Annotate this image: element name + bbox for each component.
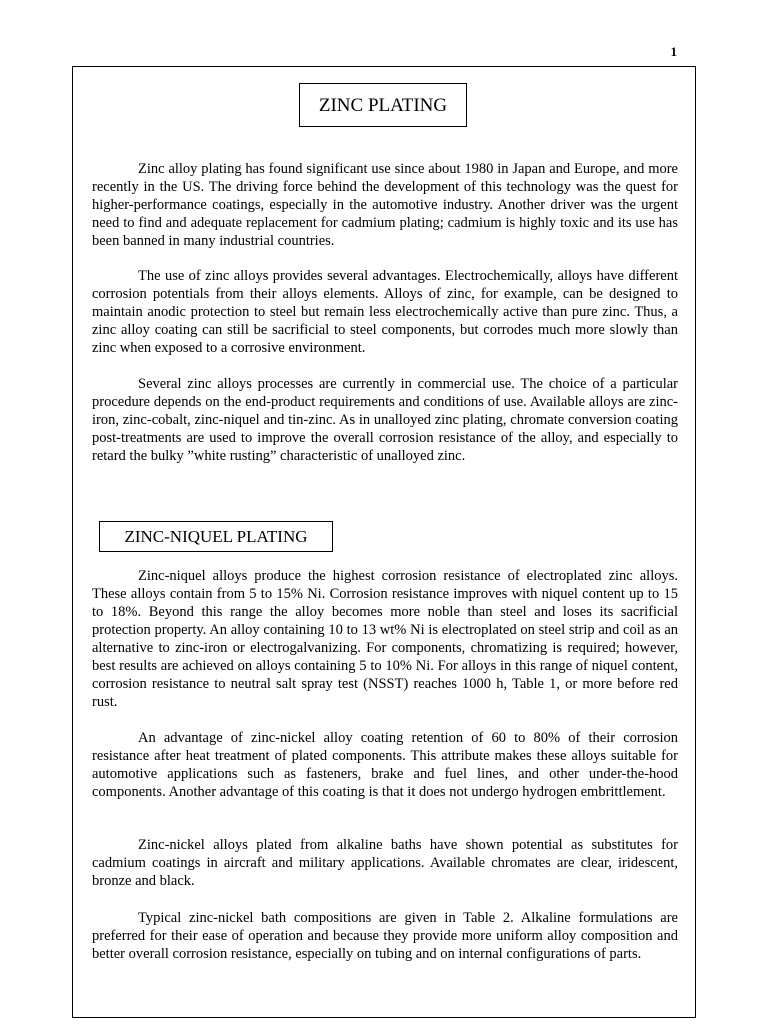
paragraph-bath-compositions: Typical zinc-nickel bath compositions are given in Table 2. Alkaline formulations are preferred for their ease of operation and because they provide more uniform alloy composition and better overall corrosion resistance, especially on tubing and on internal configurations of parts. [92,910,678,962]
page-frame [72,66,696,1018]
page-number: 1 [670,44,677,59]
paragraph-intro: Zinc alloy plating has found significant use since about 1980 in Japan and Europe, and more recently in the US. The driving force behind the development of this technology was the quest for higher-performance coatings, especially in the automotive industry. Another driver was the urgent need to find and adequate replacement for cadmium plating; cadmium is highly toxic and its use has been banned in many industrial countries. [92,161,678,249]
document-title: ZINC PLATING [299,83,467,127]
paragraph-processes: Several zinc alloys processes are currently in commercial use. The choice of a particular procedure depends on the end-product requirements and conditions of use. Available alloys are zinc-iron, zinc-cobalt, zinc-niquel and tin-zinc. As in unalloyed zinc plating, chromate conversion coating post-treatments are used to improve the overall corrosion resistance of the alloy, and especially to retard the bulky ”white rusting” characteristic of unalloyed zinc. [92,376,678,464]
paragraph-alkaline-baths: Zinc-nickel alloys plated from alkaline baths have shown potential as substitutes for cadmium coatings in aircraft and military applications. Available chromates are clear, iridescent, bronze and black. [92,837,678,889]
paragraph-advantages: The use of zinc alloys provides several advantages. Electrochemically, alloys have different corrosion potentials from their alloys elements. Alloys of zinc, for example, can be designed to maintain anodic protection to steel but remain less electrochemically active than pure zinc. Thus, a zinc alloy coating can still be sacrificial to steel components, but corrodes much more slowly than zinc when exposed to a corrosive environment. [92,268,678,356]
section-heading: ZINC-NIQUEL PLATING [99,521,333,552]
paragraph-heat-treatment: An advantage of zinc-nickel alloy coating retention of 60 to 80% of their corrosion resistance after heat treatment of plated components. This attribute makes these alloys suitable for automotive applications such as fasteners, brake and fuel lines, and other under-the-hood components. Another advantage of this coating is that it does not undergo hydrogen embrittlement. [92,730,678,800]
paragraph-zinc-niquel-alloys: Zinc-niquel alloys produce the highest corrosion resistance of electroplated zinc alloys. These alloys contain from 5 to 15% Ni. Corrosion resistance improves with niquel content up to 15 to 18%. Beyond this range the alloy becomes more noble than steel and loses its sacrificial protection property. An alloy containing 10 to 13 wt% Ni is electroplated on steel strip and coil as an alternative to zinc-iron or electrogalvanizing. For components, chromatizing is required; however, best results are achieved on alloys containing 5 to 10% Ni. For alloys in this range of niquel content, corrosion resistance to neutral salt spray test (NSST) reaches 1000 h, Table 1, or more before red rust. [92,568,678,710]
